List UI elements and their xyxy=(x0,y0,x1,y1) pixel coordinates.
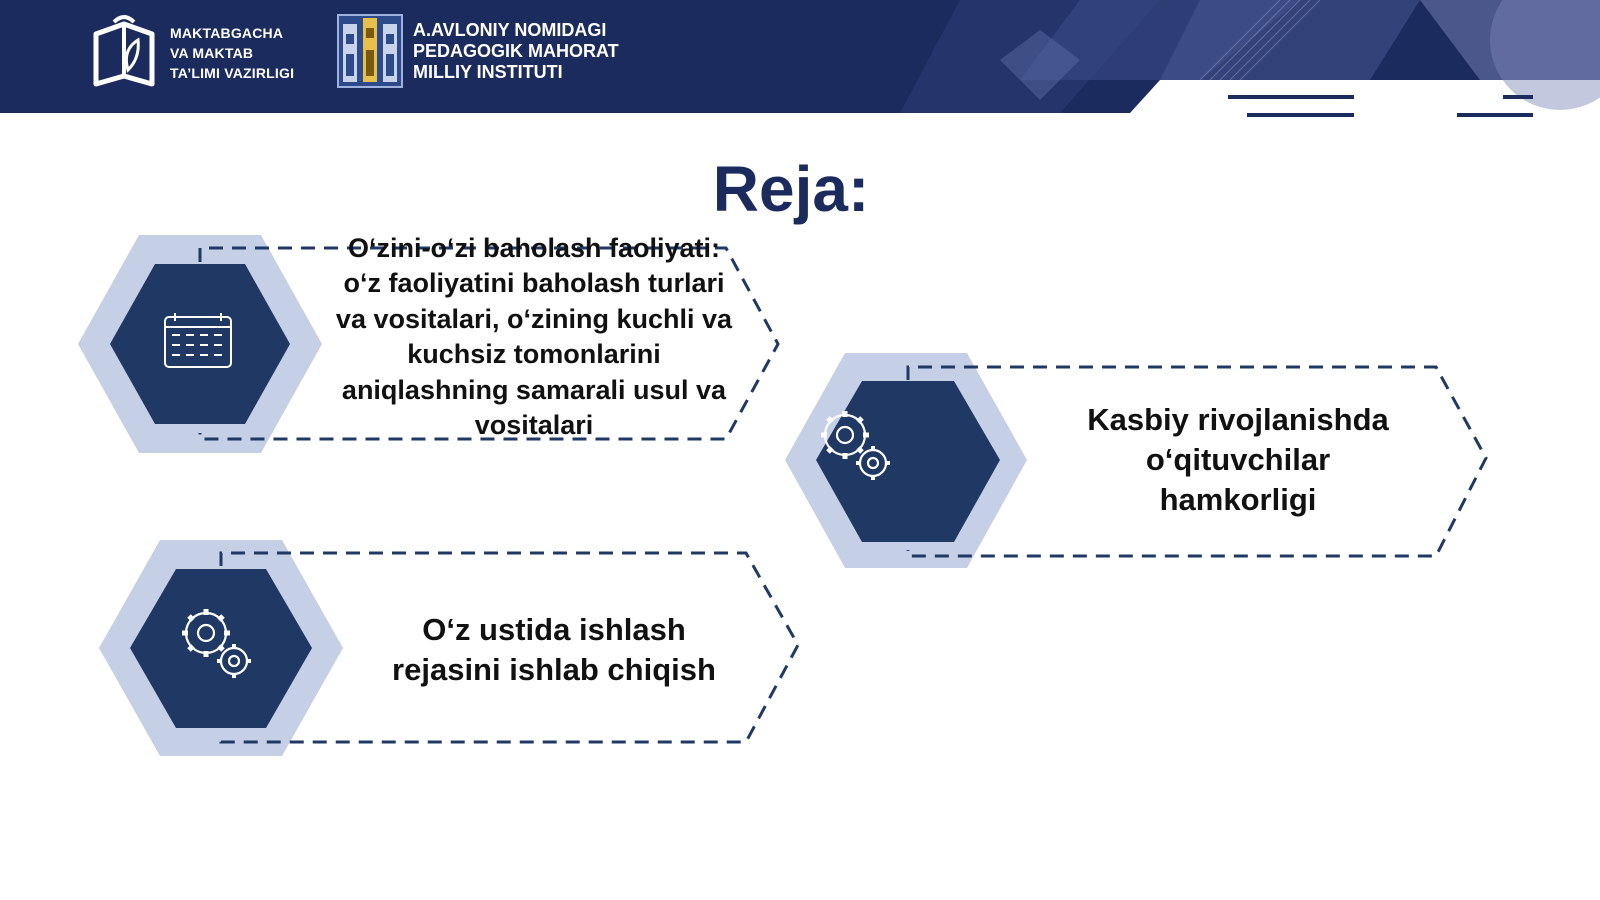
ministry-name-line: VA MAKTAB xyxy=(170,45,254,61)
institute-name-line: PEDAGOGIK MAHORAT xyxy=(413,40,619,61)
plan-item-2-text xyxy=(1068,402,1408,517)
ministry-name-line: TA’LIMI VAZIRLIGI xyxy=(170,65,295,81)
plan-item-label: O‘z ustida ishlash rejasini ishlab chiqish xyxy=(392,612,716,687)
ministry-name-line: MAKTABGACHA xyxy=(170,25,284,41)
plan-item-label: O‘zini-o‘zi baholash faoliyati: o‘z faoliyatini baholash turlari va vositalari, o‘zining kuchli va kuchsiz tomonlarini aniqlashning samarali usul va vositalari xyxy=(335,232,733,440)
institute-name-line: A.AVLONIY NOMIDAGI xyxy=(413,19,607,40)
slide-title: Reja: xyxy=(712,153,870,225)
institute-name-line: MILLIY INSTITUTI xyxy=(413,61,563,82)
plan-item-1-text xyxy=(334,232,734,440)
plan-item-label: Kasbiy rivojlanishda o‘qituvchilar hamkorligi xyxy=(1087,402,1389,517)
plan-item-3-text xyxy=(370,600,738,700)
